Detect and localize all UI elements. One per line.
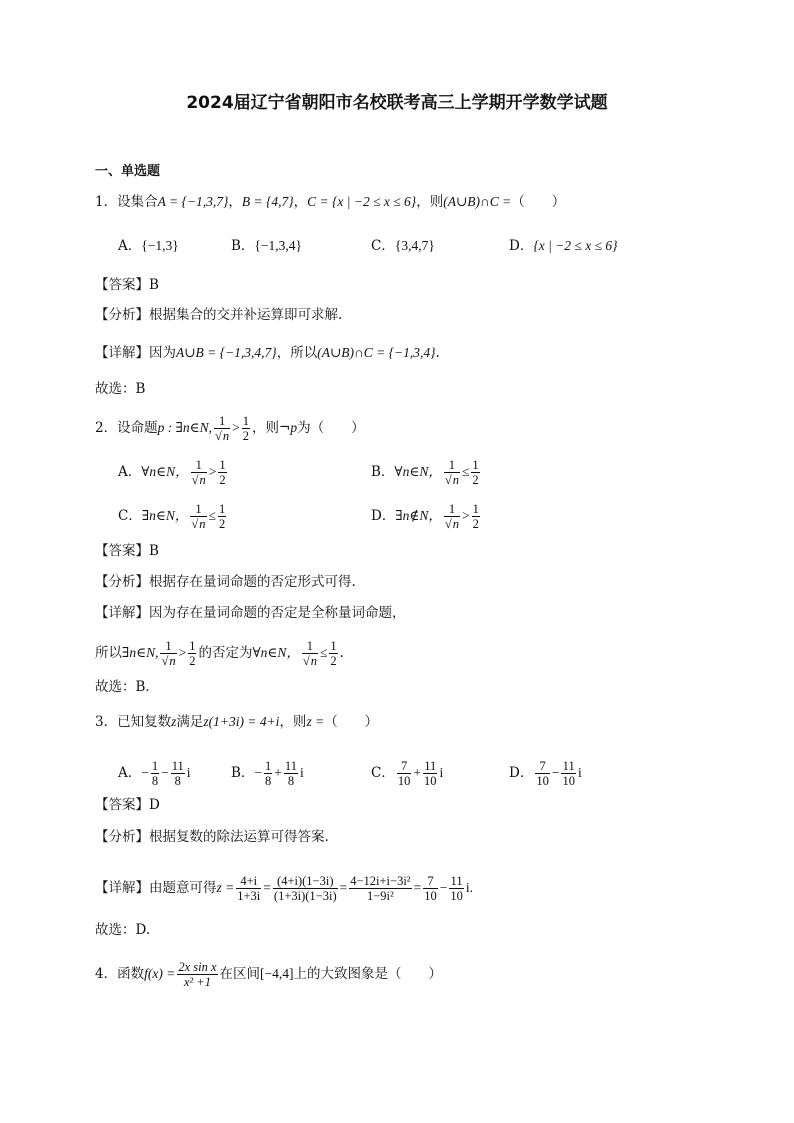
q4-stem: 4．函数f(x) = $\frac{\text{2x sin x}}{\text{x² +1}}$ 在区间[−4,4]上的大致图象是（ ）: [95, 960, 442, 989]
q3-stem: 3．已知复数z满足z(1+3i) = 4+i，则z =（ ）: [95, 714, 379, 730]
q2-analysis: 【分析】根据存在量词命题的否定形式可得.: [95, 574, 356, 590]
q2-detail-2: 所以∃n∈N, $\frac{1}{√n}$ > $\frac{1}{2}$ 的否定为∀n∈N， $\frac{1}{√n}$ ≤ $\frac{1}{2}$ .: [95, 639, 344, 668]
q3-option-d: D． $\frac{7}{10}$ − $\frac{11}{10}$ i: [509, 759, 582, 788]
fraction: $\frac{1}{√n}$: [215, 414, 230, 443]
q1-option-a: A．{−1,3}: [118, 238, 179, 254]
q3-option-a: A．− $\frac{1}{8}$ − $\frac{11}{8}$ i: [118, 759, 191, 788]
q1-option-d: D．{x | −2 ≤ x ≤ 6}: [509, 238, 618, 254]
q3-answer: 【答案】D: [95, 797, 160, 813]
q1-choose: 故选：B: [95, 381, 146, 397]
q1-answer: 【答案】B: [95, 277, 159, 293]
q1-detail: 【详解】因为A∪B = {−1,3,4,7}，所以(A∪B)∩C = {−1,3,4}.: [95, 345, 440, 361]
q1-option-b: B．{−1,3,4}: [231, 238, 302, 254]
q1-paren: （ ）: [511, 194, 566, 210]
q1-stem-b: ，则: [416, 194, 444, 210]
q1-sep1: ，: [228, 194, 242, 210]
q2-option-d: D．∃n∉N， $\frac{1}{√n}$ > $\frac{1}{2}$: [371, 502, 479, 531]
q1-analysis: 【分析】根据集合的交并补运算即可求解.: [95, 307, 343, 323]
page-title: 2024届辽宁省朝阳市名校联考高三上学期开学数学试题: [186, 93, 608, 113]
q1-option-c: C．{3,4,7}: [371, 238, 435, 254]
q1-expr: (A∪B)∩C =: [443, 194, 512, 209]
q2-detail-1: 【详解】因为存在量词命题的否定是全称量词命题，: [95, 605, 406, 621]
q2-stem: 2．设命题p : ∃n∈N, $\frac{1}{√n}$ > $\frac{1}{2}$ ，则¬p为（ ）: [95, 414, 365, 443]
q1-stem-a: 1．设集合: [95, 194, 158, 210]
fraction: $\frac{\text{2x sin x}}{\text{x² +1}}$: [178, 960, 217, 989]
section-heading: 一、单选题: [95, 164, 161, 179]
q3-analysis: 【分析】根据复数的除法运算可得答案.: [95, 829, 329, 845]
q1-set-b: B = {4,7}: [241, 194, 294, 209]
q3-option-c: C． $\frac{7}{10}$ + $\frac{11}{10}$ i: [371, 759, 444, 788]
fraction: $\frac{1}{2}$: [242, 414, 250, 443]
q2-option-b: B．∀n∈N， $\frac{1}{√n}$ ≤ $\frac{1}{2}$: [371, 458, 479, 487]
q1-sep2: ，: [293, 194, 308, 210]
q3-option-b: B．− $\frac{1}{8}$ + $\frac{11}{8}$ i: [231, 759, 304, 788]
q2-option-c: C．∃n∈N， $\frac{1}{√n}$ ≤ $\frac{1}{2}$: [118, 502, 226, 531]
q1-stem: [95, 193, 565, 211]
q2-choose: 故选：B．: [95, 679, 159, 695]
q2-option-a: A．∀n∈N， $\frac{1}{√n}$ > $\frac{1}{2}$: [118, 458, 226, 487]
q1-set-c: C = {x | −2 ≤ x ≤ 6}: [307, 194, 417, 209]
q2-answer: 【答案】B: [95, 543, 159, 559]
q3-detail: 【详解】由题意可得z = $\frac{4+i}{1+3i}$ = $\frac{(4+i)(1-3i)}{(1+3i)(1-3i)}$ = $\frac{\text{4−12i+i−3i²}}{\text{1−9i²}}$ = $\frac{7}{10}$ − $\frac{11}{10}$ i.: [95, 874, 473, 903]
q1-set-a: A = {−1,3,7}: [157, 194, 229, 209]
q3-choose: 故选：D.: [95, 922, 151, 938]
